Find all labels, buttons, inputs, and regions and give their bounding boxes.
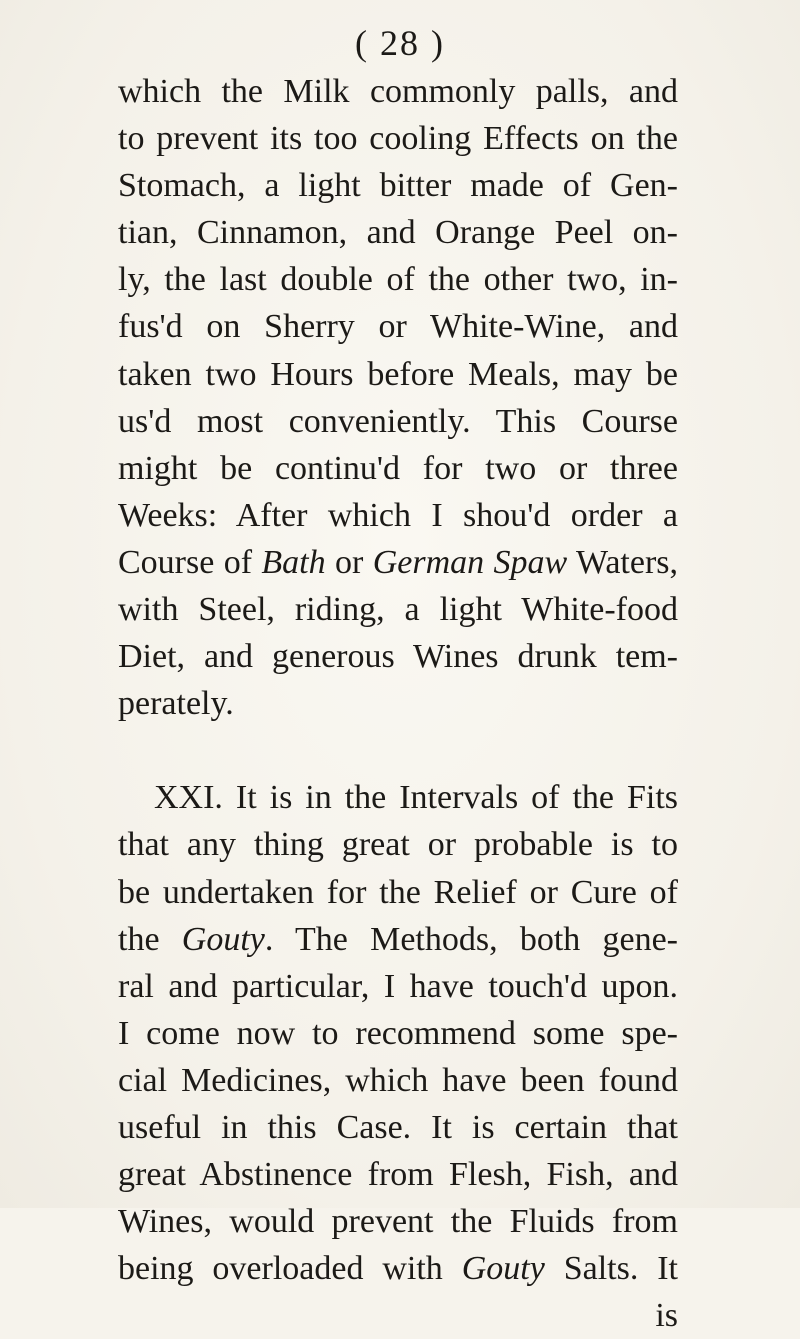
text-line: Stomach, a light bitter made of Gen- [118, 167, 678, 205]
page-number: ( 28 ) [355, 23, 445, 63]
text-line: might be continu'd for two or three [118, 449, 678, 487]
text-line: tian, Cinnamon, and Orange Peel on- [118, 214, 678, 252]
text-line: Course of Bath or German Spaw Waters, [118, 543, 678, 581]
catchword: is [655, 1297, 678, 1335]
text-line: great Abstinence from Flesh, Fish, and [118, 1156, 678, 1194]
text-line: that any thing great or probable is to [118, 826, 678, 864]
text-line: fus'd on Sherry or White-Wine, and [118, 308, 678, 346]
text-line: ral and particular, I have touch'd upon. [118, 967, 678, 1005]
text-line: Weeks: After which I shou'd order a [118, 496, 678, 534]
text-line: the Gouty. The Methods, both gene- [118, 920, 678, 958]
text-line: Diet, and generous Wines drunk tem- [118, 638, 678, 676]
text-line: perately. [118, 685, 234, 723]
text-line: be undertaken for the Relief or Cure of [118, 873, 678, 911]
text-line: with Steel, riding, a light White-food [118, 591, 678, 629]
body-text [118, 68, 678, 1339]
text-line: us'd most conveniently. This Course [118, 402, 678, 440]
text-line: ly, the last double of the other two, in- [118, 261, 678, 299]
text-line: to prevent its too cooling Effects on the [118, 120, 678, 158]
text-line: useful in this Case. It is certain that [118, 1108, 678, 1146]
text-line: which the Milk commonly palls, and [118, 73, 678, 110]
paragraph-gap [118, 727, 678, 774]
text-line: I come now to recommend some spe- [118, 1014, 678, 1052]
text-line: cial Medicines, which have been found [118, 1061, 678, 1099]
text-line: taken two Hours before Meals, may be [118, 355, 678, 393]
text-line: XXI. It is in the Intervals of the Fits [154, 779, 678, 817]
text-line: Wines, would prevent the Fluids from [118, 1203, 678, 1241]
text-line: being overloaded with Gouty Salts. It [118, 1250, 678, 1288]
